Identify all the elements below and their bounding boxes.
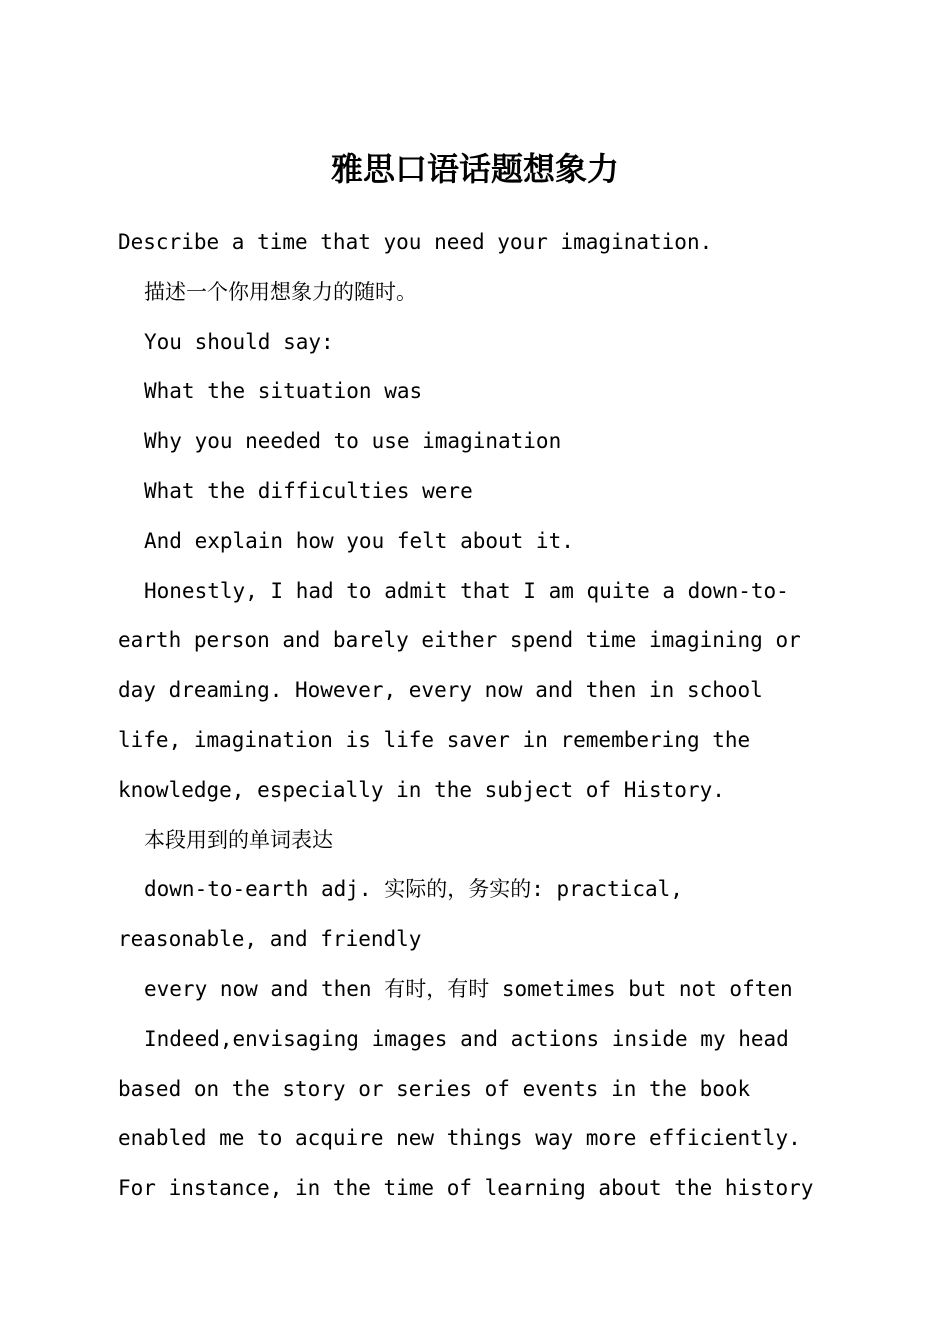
vocabulary-entry: down-to-earth adj. 实际的，务实的: practical, reasonable, and friendly xyxy=(118,877,696,952)
prompt-translation: 描述一个你用想象力的随时。 xyxy=(144,279,417,304)
document-body xyxy=(118,218,834,1214)
cue-item: What the difficulties were xyxy=(144,478,473,503)
cue-intro: You should say: xyxy=(144,329,334,354)
answer-paragraph: Honestly, I had to admit that I am quite a down-to-earth person and barely either spend time imagining or day dreaming. However, every now and then in school life, imagination is life saver in remembering the knowledge, especially in the subject of History. xyxy=(118,578,814,802)
vocabulary-entry: every now and then 有时，有时 sometimes but not often xyxy=(144,976,793,1001)
document-title: 雅思口语话题想象力 xyxy=(330,150,619,188)
vocabulary-heading: 本段用到的单词表达 xyxy=(144,827,333,852)
cue-item: Why you needed to use imagination xyxy=(144,429,562,454)
answer-paragraph: Indeed,envisaging images and actions inside my head based on the story or series of events in the book enabled me to acquire new things way more efficiently. For instance, in the time of learning about the history xyxy=(118,1026,814,1201)
prompt-line: Describe a time that you need your imagination. xyxy=(118,230,713,254)
cue-item: What the situation was xyxy=(144,379,423,404)
cue-item: And explain how you felt about it. xyxy=(144,528,574,553)
